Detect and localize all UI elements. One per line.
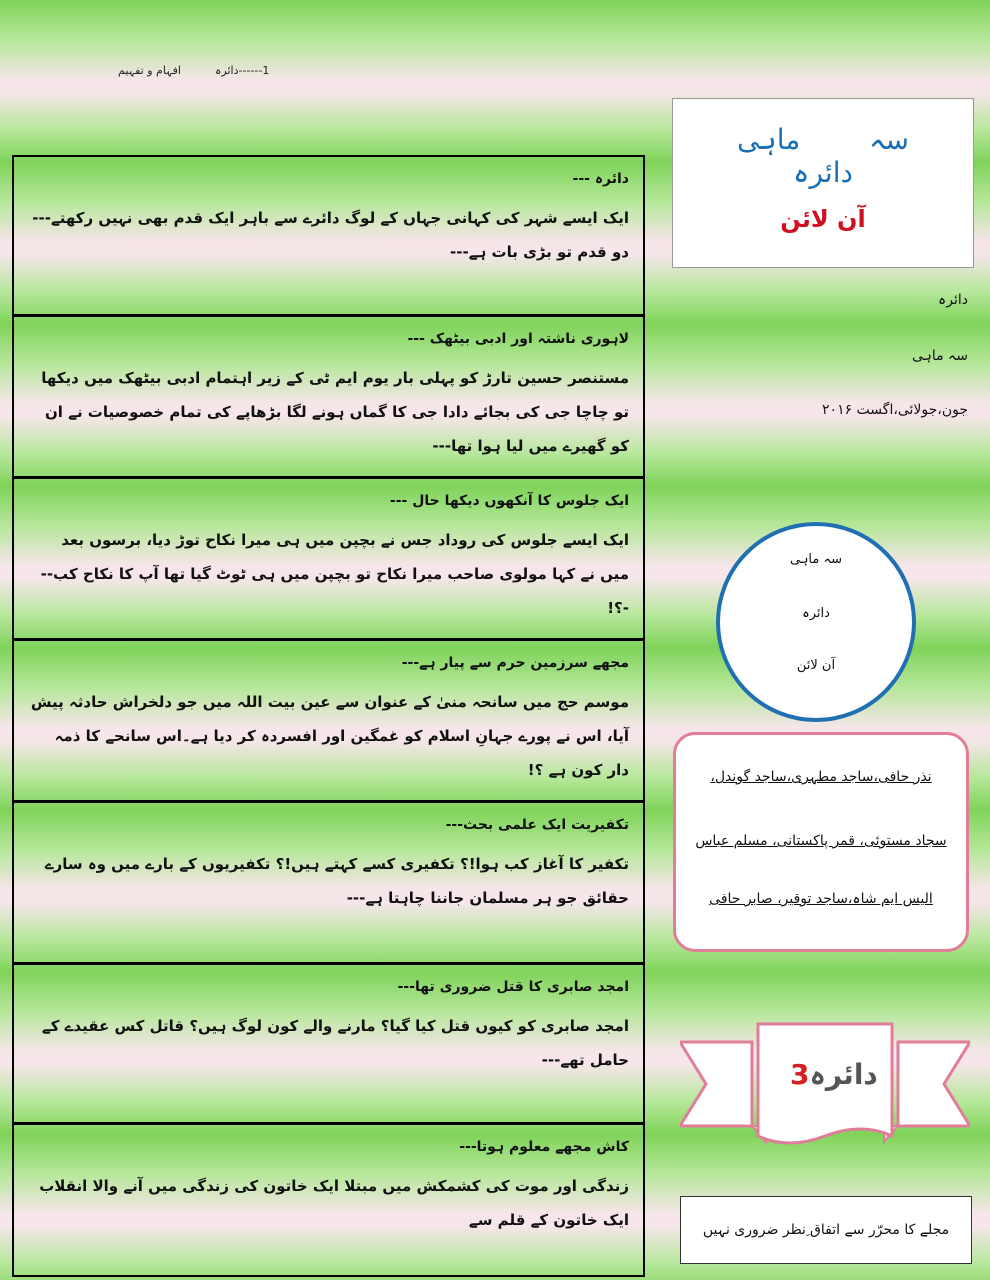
- editors-line: سجاد مستوئی، قمر پاکستانی، مسلم عباس: [695, 833, 947, 849]
- ribbon-number: 3: [790, 1058, 810, 1091]
- side-frequency: سہ ماہی: [911, 348, 968, 364]
- article-summary: امجد صابری کو کیوں قتل کیا گیا؟ مارنے والے کون لوگ ہیں؟ قاتل کس عقیدے کے حامل تھے---: [41, 1017, 629, 1069]
- article-summary: زندگی اور موت کی کشمکش میں مبتلا ایک خاتون کی زندگی میں آنے والا انقلاب ایک خاتون کے قلم سے: [39, 1177, 629, 1229]
- contents-box: [12, 155, 645, 1277]
- logo-frequency: سہ ماہی: [736, 123, 910, 156]
- article-summary: ایک ایسے جلوس کی روداد جس نے بچپن میں ہی میرا نکاح توڑ دیا، برسوں بعد میں نے کہا مولوی صاحب میرا نکاح تو بچپن میں ہی ٹوٹ گیا تھا آپ کا نکاح کب---؟!: [40, 531, 629, 617]
- article-title: کاش مجھے معلوم ہوتا---: [459, 1139, 629, 1155]
- ribbon-label: [790, 1058, 878, 1091]
- circle-name: دائرہ: [802, 606, 830, 621]
- article-daira[interactable]: [14, 157, 643, 317]
- article-amjad-sabri[interactable]: [14, 965, 643, 1125]
- article-summary: موسم حج میں سانحہ منیٰ کے عنوان سے عین بیت اللہ میں جو دلخراش حادثہ پیش آیا، اس نے پورے جہانِ اسلام کو غمگین اور افسردہ کر دیا ہے۔اس سانحے کا ذمہ دار کون ہے ؟!: [30, 693, 629, 779]
- side-magazine-name: دائرہ: [938, 292, 968, 308]
- article-title: لاہوری ناشتہ اور ادبی بیٹھک ---: [407, 331, 629, 347]
- article-summary: تکفیر کا آغاز کب ہوا!؟ تکفیری کسے کہتے ہیں!؟ تکفیریوں کے بارے میں وہ سارے حقائق جو ہر مسلمان جاننا چاہتا ہے---: [44, 855, 629, 907]
- side-issue-date: جون،جولائی،اگست ۲۰۱۶: [822, 402, 968, 418]
- article-kash[interactable]: [14, 1125, 643, 1275]
- article-title: دائرہ ---: [572, 171, 629, 187]
- ribbon-text: دائرہ: [809, 1058, 878, 1091]
- article-summary: مستنصر حسین تارڑ کو پہلی بار یوم ایم ٹی کے زیر اہتمام ادبی بیٹھک میں دیکھا تو چاچا جی کی بجائے دادا جی کا گماں ہونے لگا بڑھاپے کی تمام خصوصیات نے ان کو گھیرے میں لیا ہوا تھا---: [41, 369, 629, 455]
- article-takfiriyat[interactable]: [14, 803, 643, 965]
- article-sarzameen-haram[interactable]: [14, 641, 643, 803]
- disclaimer-box: [680, 1196, 972, 1264]
- running-head-page: 1------دائرہ: [214, 64, 270, 77]
- editors-box: [673, 732, 969, 952]
- editors-line: نذر حافی،ساجد مطہری،ساجد گوندل،: [710, 769, 932, 785]
- logo-title: [673, 123, 973, 189]
- article-title: امجد صابری کا قتل ضروری تھا---: [397, 979, 629, 995]
- article-title: مجھے سرزمین حرم سے پیار ہے---: [401, 655, 629, 671]
- article-julus[interactable]: [14, 479, 643, 641]
- running-head-section: افہام و تفہیم: [118, 64, 181, 77]
- editors-line: الیس ایم شاہ،ساجد توقیر، صابر حافی: [709, 891, 933, 907]
- article-title: تکفیریت ایک علمی بحث---: [445, 817, 629, 833]
- article-title: ایک جلوس کا آنکھوں دیکھا حال ---: [389, 493, 629, 509]
- circle-online: آن لائن: [796, 658, 836, 673]
- circle-badge: [716, 522, 916, 722]
- magazine-logo: [672, 98, 974, 268]
- ribbon-banner-icon: [680, 1018, 970, 1168]
- article-summary: ایک ایسے شہر کی کہانی جہاں کے لوگ دائرے سے باہر ایک قدم بھی نہیں رکھتے---دو قدم تو بڑی بات ہے---: [32, 209, 629, 261]
- running-head: [118, 64, 269, 77]
- circle-frequency: سہ ماہی: [789, 552, 843, 567]
- disclaimer-text: مجلے کا محرّر سے اتفاق ِنظر ضروری نہیں: [702, 1222, 950, 1238]
- article-lahori-nashta[interactable]: [14, 317, 643, 479]
- logo-online: آن لائن: [780, 205, 866, 233]
- logo-name: دائرہ: [793, 156, 853, 189]
